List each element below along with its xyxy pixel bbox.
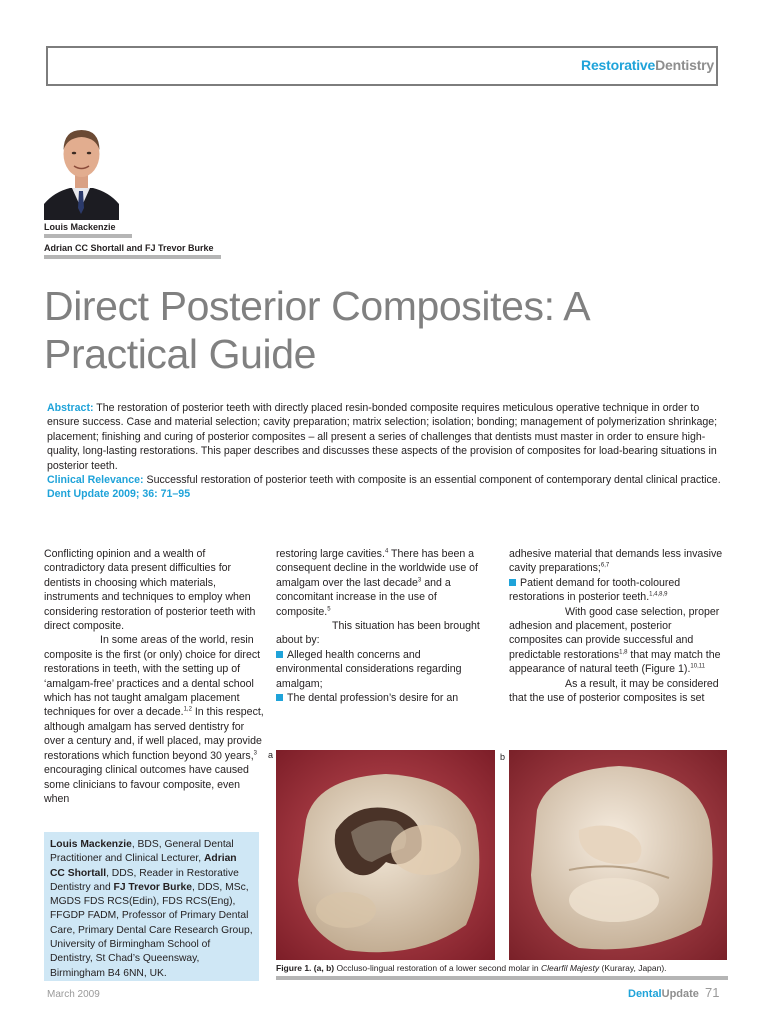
footer-journal-name: DentalUpdate (628, 988, 699, 1000)
body-column-1 (44, 547, 264, 806)
body-paragraph: restoring large cavities.$^4$ There has been a consequent decline in the worldwide use of amalgam over the last decade$^3$ and a concomitant increase in the use of composite.$^5$ (276, 548, 479, 618)
abstract-text: The restoration of posterior teeth with directly placed resin-bonded composite requires meticulous operative technique in order to ensure success. Case and material selection; cavity preparation; matrix selection; isolation; bonding; management of polymerization shrinkage; placement; finishing and curing of posterior composites – all present a series of challenges that dentists must master in order to ensure high-quality, long-lasting restorations. This paper describes and discusses these aspects of the provision of composites for load-bearing situations in posterior teeth. (47, 402, 718, 472)
molar-after-image (509, 750, 727, 960)
clinical-relevance-label: Clinical Relevance: (47, 474, 144, 487)
bullet-square-icon (509, 579, 516, 586)
divider-bar (44, 255, 221, 259)
article-title: Direct Posterior Composites: A Practical Guide (44, 283, 588, 377)
author-affiliations-box: Louis Mackenzie, BDS, General Dental Practitioner and Clinical Lecturer, Adrian CC Shortall, DDS, Reader in Restorative Dentistry and FJ Trevor Burke, DDS, MSc, MGDS FDS RCS(Edin), FDS RCS(Eng), FFGDP FADM, Professor of Primary Dental Care, Primary Dental Care Research Group, University of Birmingham School of Dentistry, St Chad’s Queensway, Birmingham B4 6NN, UK. (44, 832, 259, 981)
body-paragraph: As a result, it may be considered that the use of posterior composites is set (509, 677, 719, 705)
bullet-item: Patient demand for tooth-coloured restorations in posterior teeth.$^{1,4,8,9}$ (509, 576, 681, 604)
bullet-item: Alleged health concerns and environmental considerations regarding amalgam; (276, 648, 462, 690)
figure-label-b: b (500, 752, 506, 762)
figure-1b-image (509, 750, 727, 960)
molar-before-image (276, 750, 495, 960)
section-header (46, 46, 718, 86)
bullet-square-icon (276, 694, 283, 701)
bullet-item: The dental profession’s desire for an (276, 691, 488, 705)
abstract-block (47, 401, 727, 502)
section-tag: RestorativeDentistry (581, 57, 714, 73)
photo-caption: Louis Mackenzie (44, 222, 116, 232)
authors-line: Adrian CC Shortall and FJ Trevor Burke (44, 243, 214, 253)
figure-1a-image (276, 750, 495, 960)
figure-label-a: a (268, 750, 274, 760)
body-column-2 (276, 547, 488, 705)
author-photo (44, 124, 119, 220)
divider-bar (276, 976, 728, 980)
bullet-square-icon (276, 651, 283, 658)
divider-bar (44, 234, 132, 238)
footer-date: March 2009 (47, 989, 100, 1000)
citation: Dent Update 2009; 36: 71–95 (47, 488, 191, 501)
clinical-relevance-text: Successful restoration of posterior teeth with composite is an essential component of contemporary dental clinical practice. (143, 474, 721, 487)
body-paragraph: In some areas of the world, resin composite is the first (or only) choice for direct restorations in teeth, with the setting up of ‘amalgam-free’ practices and a dental school which has not taught amalgam placement techniques for over a decade.$^{1,2}$ In this respect, although amalgam has served dentistry for over a century and, if well placed, may provide restorations which function beyond 30 years,$^3$ encouraging clinical outcomes have caused some clinicians to favour composite, even when (44, 634, 264, 805)
abstract-paragraph (47, 401, 727, 473)
body-paragraph: adhesive material that demands less invasive cavity preparations;$^{6,7}$ (509, 548, 723, 575)
body-paragraph: Conflicting opinion and a wealth of contradictory data present difficulties for dentists in choosing which materials, instruments and techniques to employ when considering restoration of posterior teeth with direct composite. (44, 548, 256, 633)
abstract-label: Abstract: (47, 402, 94, 414)
clinical-relevance-paragraph (47, 473, 727, 487)
figure-caption: Figure 1. (a, b) Occluso-lingual restoration of a lower second molar in Clearfil Majesty (Kuraray, Japan). (276, 963, 667, 973)
body-paragraph: With good case selection, proper adhesion and placement, posterior composites can provide successful and predictable restorations$^{1,8}$ that may match the appearance of natural teeth (Figure 1).$^{10,11}$ (509, 605, 721, 676)
page-number: 71 (705, 985, 720, 1000)
body-column-3 (509, 547, 727, 705)
author-portrait-image (44, 124, 119, 220)
body-paragraph: This situation has been brought about by: (276, 620, 480, 647)
